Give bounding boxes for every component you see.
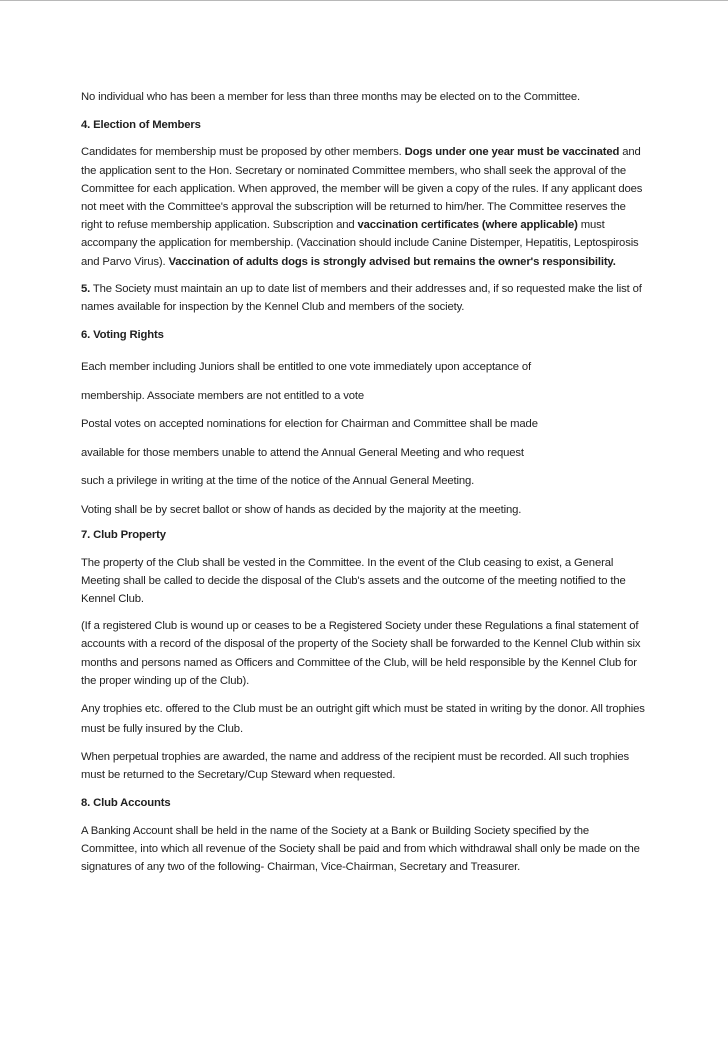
voting-line: Postal votes on accepted nominations for election for Chairman and Committee shall be made	[81, 418, 538, 431]
intro-paragraph: No individual who has been a member for less than three months may be elected on to the Committee.	[81, 91, 580, 103]
bold-run: vaccination certificates (where applicable)	[357, 219, 578, 232]
section-7-paragraph: (If a registered Club is wound up or ceases to be a Registered Society under these Regulations a final statement of accounts with a record of the disposal of the property of the Society shall be forwarded to the Kennel Club within six months and persons named as Officers and Committee of the Club, will be held responsible by the Kennel Club for the proper winding up of the Club).	[81, 620, 641, 687]
voting-line: membership. Associate members are not entitled to a vote	[81, 389, 364, 402]
section-7-paragraph: The property of the Club shall be vested in the Committee. In the event of the Club ceasing to exist, a General Meeting shall be called to decide the disposal of the Club's assets and the outcome of the meeting notified to the Kennel Club.	[81, 556, 626, 606]
section-6-heading: 6. Voting Rights	[81, 329, 164, 342]
section-6-body	[81, 353, 646, 524]
bold-run: Vaccination of adults dogs is strongly advised but remains the owner's responsibility.	[168, 255, 616, 268]
section-7-paragraph: When perpetual trophies are awarded, the name and address of the recipient must be recorded. All such trophies must be returned to the Secretary/Cup Steward when requested.	[81, 751, 630, 782]
voting-line: Voting shall be by secret ballot or show of hands as decided by the majority at the meeting.	[81, 503, 522, 516]
text-run: Candidates for membership must be proposed by other members.	[81, 146, 405, 159]
section-8-heading: 8. Club Accounts	[81, 797, 171, 810]
section-5-paragraph	[81, 280, 646, 316]
page-top-border	[0, 0, 728, 1]
voting-line: such a privilege in writing at the time of the notice of the Annual General Meeting.	[81, 475, 475, 488]
section-5-number: 5.	[81, 282, 91, 295]
section-7-paragraph: Any trophies etc. offered to the Club must be an outright gift which must be stated in writing by the donor. All trophies must be fully insured by the Club.	[81, 703, 645, 736]
text-run: The Society must maintain an up to date list of members and their addresses and, if so requested make the list of names available for inspection by the Kennel Club and members of the society.	[81, 282, 642, 314]
voting-line: available for those members unable to attend the Annual General Meeting and who request	[81, 446, 524, 459]
bold-run: Dogs under one year must be vaccinated	[404, 146, 620, 159]
text-run: and the application sent to the Hon. Secretary or nominated Committee members, who shall seek the approval of the Committee for each application. When approved, the member will be given a copy of the rules. If any applicant does not meet with the Committee's approval the subscription will be returned to him/her. The Committee reserves the right to refuse membership application. Subscription and	[81, 146, 643, 232]
section-7-heading: 7. Club Property	[81, 529, 166, 542]
document-page	[81, 88, 646, 876]
section-4-heading: 4. Election of Members	[81, 119, 201, 132]
voting-line: Each member including Juniors shall be entitled to one vote immediately upon acceptance of	[81, 361, 531, 374]
section-4-paragraph	[81, 143, 646, 270]
section-8-paragraph: A Banking Account shall be held in the name of the Society at a Bank or Building Society specified by the Committee, into which all revenue of the Society shall be paid and from which withdrawal shall only be made on the signatures of any two of the following- Chairman, Vice-Chairman, Secretary and Treasurer.	[81, 824, 640, 874]
text-run: must accompany the application for membership. (Vaccination should include Canine Distemper, Hepatitis, Leptospirosis and Parvo Virus).	[81, 219, 639, 268]
